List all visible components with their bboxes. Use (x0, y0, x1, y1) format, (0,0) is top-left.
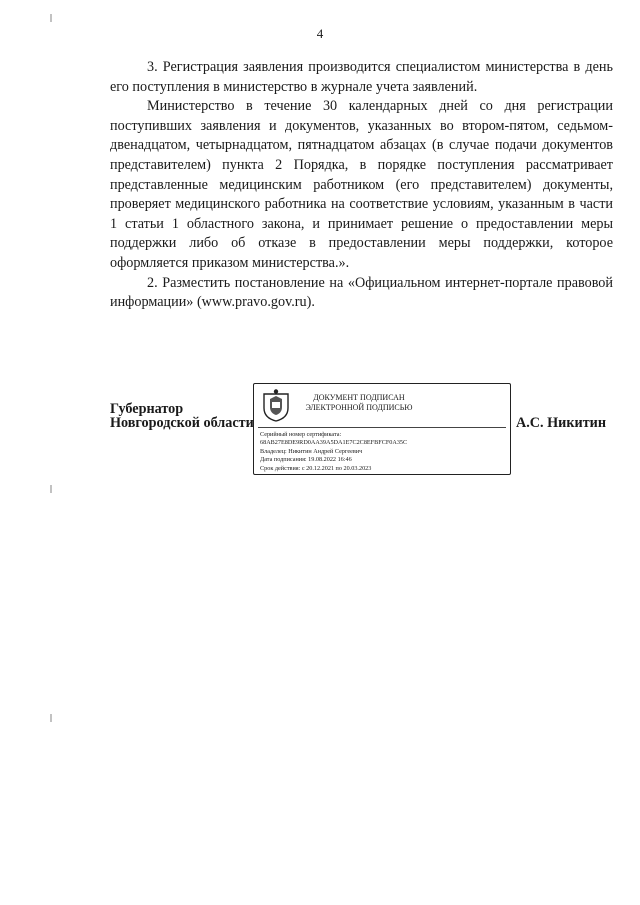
signatory-title-line2: Новгородской области (110, 415, 254, 431)
certificate-validity: Срок действия: с 20.12.2021 по 20.03.2023 (260, 464, 372, 472)
signatory-title-line1: Губернатор (110, 401, 184, 417)
coat-of-arms-icon (261, 388, 291, 422)
paragraph-publication: 2. Разместить постановление на «Официальном интернет-портале правовой информации» (www.pravo.gov.ru). (110, 274, 613, 311)
certificate-owner: Владелец: Никитин Андрей Сергеевич (260, 447, 363, 455)
certificate-serial-value: 68AB27E8DE9RD0AA39A5DA1E7C2C8EFBFCF0A35C (260, 439, 408, 447)
document-body (110, 58, 613, 313)
scan-margin-mark (50, 14, 52, 22)
stamp-header-line2: ЭЛЕКТРОННОЙ ПОДПИСЬЮ (305, 403, 413, 412)
certificate-serial-label: Серийный номер сертификата: (260, 431, 342, 438)
paragraph-review-period: Министерство в течение 30 календарных дней со дня регистрации поступивших заявления и документов, указанных во втором-пятом, седьмом-двенадцатом, четырнадцатом, пятнадцатом абзацах (в случае подачи документов представителем) пункта 2 Порядка, в порядке поступления рассматривает представленные медицинским работником (его представителем) документы, проверяет медицинского работника на соответствие условиям, указанным в части 1 статьи 1 областного закона, и принимает решение о предоставлении меры поддержки либо об отказе в предоставлении меры поддержки, которое оформляется приказом министерства.». (110, 98, 613, 271)
page-number: 4 (316, 26, 324, 41)
electronic-signature-stamp (253, 383, 511, 475)
signatory-title (110, 402, 254, 430)
stamp-divider (258, 427, 506, 428)
stamp-header (298, 393, 420, 413)
scan-margin-mark (50, 714, 52, 722)
signing-date: Дата подписания: 19.08.2022 16:46 (260, 456, 352, 464)
paragraph-registration: 3. Регистрация заявления производится специалистом министерства в день его поступления в министерство в журнале учета заявлений. (110, 59, 613, 95)
stamp-header-line1: ДОКУМЕНТ ПОДПИСАН (313, 393, 405, 402)
signature-block (0, 380, 640, 490)
scan-margin-mark (50, 485, 52, 493)
signer-name: А.С. Никитин (516, 415, 607, 431)
stamp-details (260, 431, 407, 473)
